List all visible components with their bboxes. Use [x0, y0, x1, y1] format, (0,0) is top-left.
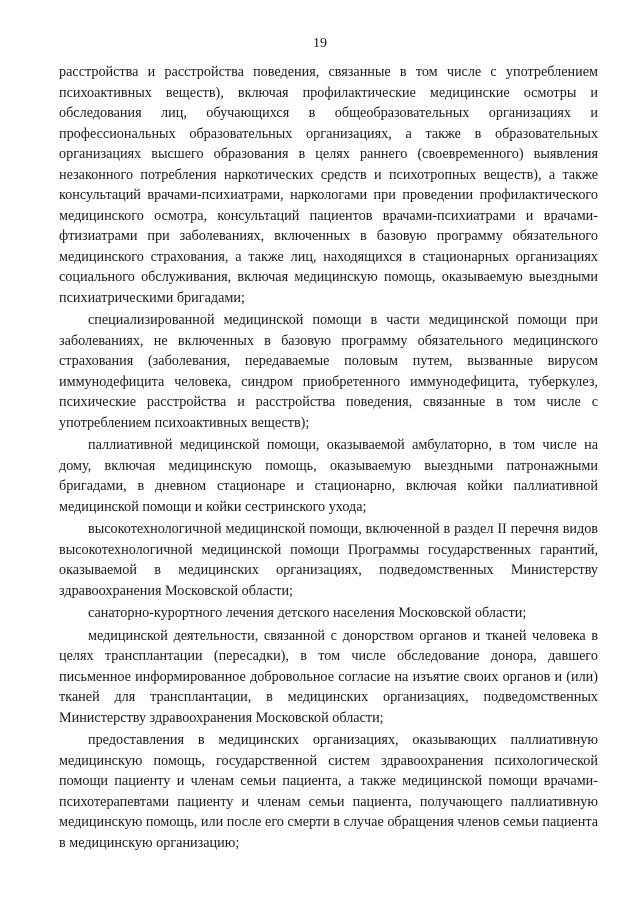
paragraph-4: высокотехнологичной медицинской помощи, включенной в раздел II перечня видов высокотехнологичной медицинской помощи Программы государственных гарантий, оказываемой в медицинских организациях, подведомственных Министерству здравоохранения Московской области; — [59, 521, 598, 599]
paragraph-6: медицинской деятельности, связанной с донорством органов и тканей человека в целях трансплантации (пересадки), в том числе обследование донора, давшего письменное информированное добровольное согласие на изъятие своих органов и (или) тканей для трансплантации, в медицинских организациях, подведомственных Министерству здравоохранения Московской области; — [59, 627, 598, 726]
paragraph-1: расстройства и расстройства поведения, связанные в том числе с употреблением психоактивных веществ), включая профилактические медицинские осмотры и обследования лиц, обучающихся в общеобразовательных организациях и профессиональных образовательных организациях, а также в образовательных организациях высшего образования в целях раннего (своевременного) выявления незаконного потребления наркотических средств и психотропных веществ), а также консультаций врачами-психиатрами, наркологами при проведении профилактического медицинского осмотра, консультаций пациентов врачами-психиатрами и врачами-фтизиатрами при заболеваниях, включенных в базовую программу обязательного медицинского страхования, а также лиц, находящихся в стационарных организациях социального обслуживания, включая медицинскую помощь, оказываемую выездными психиатрическими бригадами; — [59, 64, 598, 306]
paragraph-3: паллиативной медицинской помощи, оказываемой амбулаторно, в том числе на дому, включая медицинскую помощь, оказываемую выездными патронажными бригадами, в дневном стационаре и стационарно, включая койки паллиативной медицинской помощи и койки сестринского ухода; — [59, 437, 598, 515]
document-body — [59, 62, 598, 853]
page-number: 19 — [313, 36, 327, 51]
paragraph-5: санаторно-курортного лечения детского населения Московской области; — [88, 605, 527, 621]
paragraph-2: специализированной медицинской помощи в части медицинской помощи при заболеваниях, не включенных в базовую программу обязательного медицинского страхования (заболевания, передаваемые половым путем, вызванные вирусом иммунодефицита человека, синдром приобретенного иммунодефицита, туберкулез, психические расстройства и расстройства поведения, связанные в том числе с употреблением психоактивных веществ); — [59, 312, 598, 431]
paragraph-7: предоставления в медицинских организациях, оказывающих паллиативную медицинскую помощь, государственной систем здравоохранения психологической помощи пациенту и членам семьи пациента, а также медицинской помощи врачами-психотерапевтами пациенту и членам семьи пациента, получающего паллиативную медицинскую помощь, или после его смерти в случае обращения членов семьи пациента в медицинскую организацию; — [59, 732, 598, 851]
